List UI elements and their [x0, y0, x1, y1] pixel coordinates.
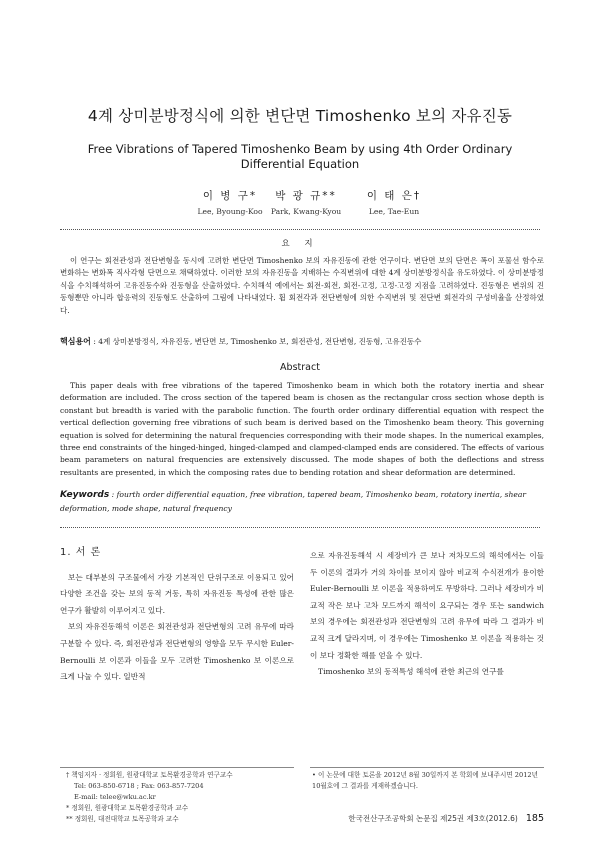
divider-top — [60, 229, 540, 230]
keywords-en-label: Keywords — [60, 490, 110, 500]
abstract-en-heading: Abstract — [280, 362, 320, 373]
author-3 — [334, 188, 454, 216]
journal-citation: 한국전산구조공학회 논문집 제25권 제3호(2012.6) — [348, 814, 518, 823]
footnote-line: E-mail: telee@wku.ac.kr — [74, 793, 156, 801]
keywords-ko-text: : 4계 상미분방정식, 자유진동, 변단면 보, Timoshenko 보, 회전관성, 전단변형, 진동형, 고유진동수 — [93, 337, 422, 346]
body-paragraph: 보의 자유진동해석 이론은 회전관성과 전단변형의 고려 유무에 따라 구분할 수 있다. 즉, 회전관성과 전단변형의 영향을 모두 무시한 Euler-Bernoulli 보 이론과 이들을 모두 고려한 Timoshenko 보 이론으로 크게 나눌 수 있다. 일반적 — [60, 622, 294, 682]
abstract-ko-heading: 요 지 — [281, 239, 319, 249]
keywords-en — [60, 488, 544, 515]
abstract-ko-text: 이 연구는 회전관성과 전단변형을 동시에 고려한 변단면 Timoshenko 보의 자유진동에 관한 연구이다. 변단면 보의 단면은 폭이 포물선 함수로 변화하는 변화폭 직사각형 단면으로 채택하였다. 이러한 보의 자유진동을 지배하는 수직변위에 대한 4계 상미분방정식을 유도하였다. 이 상미분방정식을 수치해석하여 고유진동수와 진동형을 산출하였다. 수치해석 예에서는 회전-회전, 회전-고정, 고정-고정 지점을 고려하였다. 진동형은 변위의 진동형뿐만 아니라 합응력의 진동형도 산출하여 그림에 나타내었다. 휨 회전각과 전단변형에 의한 수직변위 및 전단변 회전각의 구성비율을 산정하였다. — [60, 256, 544, 315]
keywords-en-text: : fourth order differential equation, free vibration, tapered beam, Timoshenko beam, rotatory inertia, shear deformation, mode shape, natural frequency — [60, 490, 527, 513]
footnote-line: Tel: 063-850-6718 ; Fax: 063-857-7204 — [74, 782, 204, 790]
paper-title-korean: 4계 상미분방정식에 의한 변단면 Timoshenko 보의 자유진동 — [87, 107, 513, 125]
page-number: 185 — [525, 813, 544, 824]
page-footer — [348, 813, 544, 824]
author-name-en: Park, Kwang-Kyou — [270, 207, 342, 216]
author-name-ko: 이 병 구* — [202, 190, 258, 202]
footnote-line: ** 정회원, 대전대학교 토목공학과 교수 — [66, 815, 179, 823]
footnote-rule-left — [60, 767, 294, 768]
footnote-rule-right — [310, 767, 544, 768]
author-name-ko: 박 광 규** — [275, 190, 337, 202]
author-name-ko: 이 태 은† — [366, 190, 422, 202]
footnote-discussion: • 이 논문에 대한 토론을 2012년 8월 30일까지 본 학회에 보내주시면 2012년 10월호에 그 결과를 게재하겠습니다. — [312, 771, 538, 790]
abstract-en-text: This paper deals with free vibrations of the tapered Timoshenko beam in which both the rotatory inertia and shear deformation are included. The cross section of the tapered beam is chosen as the rectangular cross section whose depth is constant but breadth is varied with the parabolic function. The fourth order ordinary differential equation with respect the vertical deflection governing free vibrations of such beam is derived based on the Timoshenko beam theory. This governing equation is solved for determining the natural frequencies corresponding with their mode shapes. In the numerical examples, three end constraints of the hinged-hinged, hinged-clamped and clamped-clamped ends are considered. The effects of various beam parameters on natural frequencies are extensively discussed. The mode shapes of both the deflections and stress resultants are presented, in which the composing rates due to bending rotation and shear deformation are determined. — [60, 381, 544, 477]
keywords-ko-label: 핵심용어 — [60, 337, 91, 346]
footnote-line: * 정회원, 원광대학교 토목환경공학과 교수 — [66, 804, 189, 812]
author-name-en: Lee, Tae-Eun — [368, 207, 420, 216]
section-title: 1. 서 론 — [60, 547, 102, 558]
author-name-en: Lee, Byoung-Koo — [197, 207, 263, 216]
keywords-ko — [60, 336, 544, 348]
body-paragraph: 으로 자유진동해석 시 세장비가 큰 보나 저차모드의 해석에서는 이들 두 이론의 결과가 거의 차이를 보이지 않아 비교적 수식전개가 용이한 Euler-Bernoulli 보 이론을 적용하여도 무방하다. 그러나 세장비가 비교적 작은 보나 고차 모드까지 해석이 요구되는 경우 또는 sandwich 보의 경우에는 회전관성과 전단변형의 고려 유무에 따라 그 결과가 비교적 크게 달라지며, 이 경우에는 Timoshenko 보 이론을 적용하는 것이 보다 정확한 해를 얻을 수 있다. — [310, 551, 544, 660]
body-column-right — [310, 548, 544, 681]
paper-title-english: Free Vibrations of Tapered Timoshenko Beam by using 4th Order Ordinary Differential Equation — [87, 142, 513, 171]
footnotes-author — [66, 770, 294, 825]
body-paragraph: 보는 대부분의 구조물에서 가장 기본적인 단위구조로 이용되고 있어 다양한 조건을 갖는 보의 동적 거동, 특히 자유진동 특성에 관한 많은 연구가 활발히 이루어지고 있다. — [60, 572, 294, 615]
divider-bottom — [60, 527, 540, 528]
footnote-line: † 책임저자 · 정회원, 원광대학교 토목환경공학과 연구교수 — [66, 771, 233, 779]
body-paragraph: Timoshenko 보의 동적특성 해석에 관한 최근의 연구를 — [318, 667, 504, 677]
body-column-left — [60, 545, 294, 686]
